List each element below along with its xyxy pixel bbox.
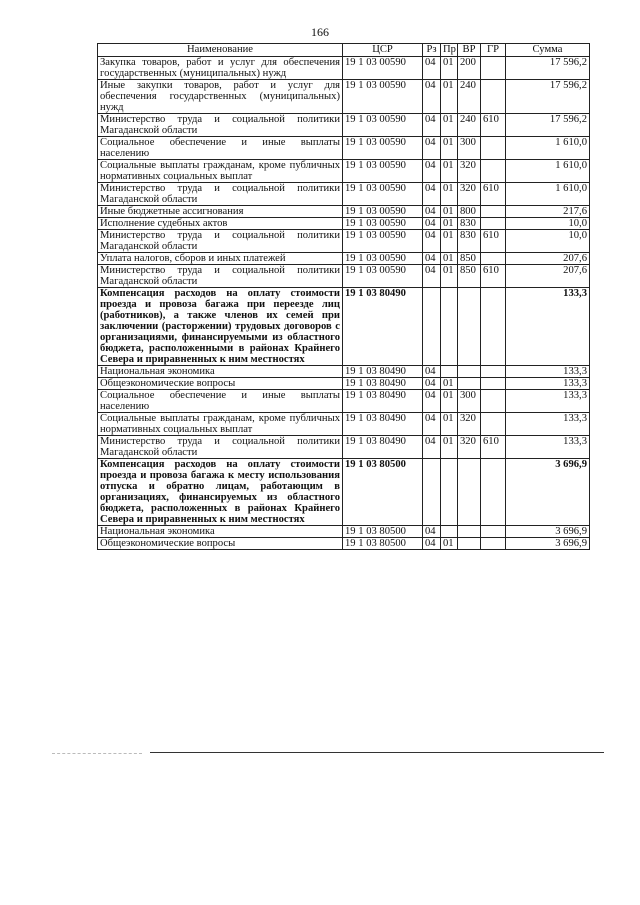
table-row	[98, 265, 590, 288]
header-rz: Рз	[423, 44, 441, 57]
cell-pr	[441, 288, 458, 366]
cell-sum: 133,3	[506, 366, 590, 378]
cell-rz	[423, 288, 441, 366]
cell-name: Министерство труда и социальной политики Магаданской области	[98, 114, 343, 137]
cell-csr: 19 1 03 00590	[343, 253, 423, 265]
table-row	[98, 413, 590, 436]
cell-vr: 830	[458, 218, 481, 230]
cell-name: Исполнение судебных актов	[98, 218, 343, 230]
cell-sum: 207,6	[506, 265, 590, 288]
cell-rz: 04	[423, 366, 441, 378]
cell-sum: 133,3	[506, 436, 590, 459]
cell-rz: 04	[423, 538, 441, 550]
cell-rz: 04	[423, 230, 441, 253]
cell-gr: 610	[481, 183, 506, 206]
cell-pr	[441, 526, 458, 538]
table-row	[98, 288, 590, 366]
cell-name: Иные бюджетные ассигнования	[98, 206, 343, 218]
cell-name: Компенсация расходов на оплату стоимости проезда и провоза багажа к месту использования отпуска и обратно лицам, работающим в организациях, финансируемых из областного бюджета, расположенных в районах Крайнего Севера и приравненных к ним местностях	[98, 459, 343, 526]
cell-name: Социальные выплаты гражданам, кроме публичных нормативных социальных выплат	[98, 413, 343, 436]
cell-sum: 3 696,9	[506, 459, 590, 526]
cell-sum: 3 696,9	[506, 526, 590, 538]
header-sum: Сумма	[506, 44, 590, 57]
cell-csr: 19 1 03 80490	[343, 366, 423, 378]
cell-vr	[458, 366, 481, 378]
table-row	[98, 526, 590, 538]
cell-vr: 300	[458, 137, 481, 160]
cell-rz: 04	[423, 378, 441, 390]
table-row	[98, 137, 590, 160]
cell-rz: 04	[423, 206, 441, 218]
cell-rz: 04	[423, 413, 441, 436]
cell-sum: 1 610,0	[506, 160, 590, 183]
cell-pr: 01	[441, 230, 458, 253]
cell-csr: 19 1 03 80490	[343, 413, 423, 436]
cell-csr: 19 1 03 00590	[343, 265, 423, 288]
cell-pr: 01	[441, 137, 458, 160]
cell-gr	[481, 459, 506, 526]
cell-gr	[481, 288, 506, 366]
cell-vr	[458, 538, 481, 550]
table-row	[98, 538, 590, 550]
cell-csr: 19 1 03 00590	[343, 230, 423, 253]
cell-csr: 19 1 03 00590	[343, 218, 423, 230]
cell-gr	[481, 57, 506, 80]
cell-pr: 01	[441, 80, 458, 114]
cell-pr: 01	[441, 390, 458, 413]
cell-gr	[481, 526, 506, 538]
cell-rz: 04	[423, 183, 441, 206]
cell-sum: 133,3	[506, 378, 590, 390]
cell-vr	[458, 526, 481, 538]
table-body	[98, 57, 590, 550]
cell-gr	[481, 206, 506, 218]
cell-pr	[441, 459, 458, 526]
header-gr: ГР	[481, 44, 506, 57]
table-row	[98, 218, 590, 230]
bottom-dash-line	[52, 753, 142, 754]
cell-name: Социальное обеспечение и иные выплаты населению	[98, 390, 343, 413]
cell-csr: 19 1 03 00590	[343, 183, 423, 206]
cell-sum: 1 610,0	[506, 137, 590, 160]
cell-sum: 10,0	[506, 218, 590, 230]
cell-sum: 133,3	[506, 288, 590, 366]
cell-vr: 240	[458, 114, 481, 137]
table-row	[98, 230, 590, 253]
cell-gr: 610	[481, 114, 506, 137]
cell-name: Министерство труда и социальной политики Магаданской области	[98, 436, 343, 459]
cell-vr: 850	[458, 265, 481, 288]
cell-gr: 610	[481, 230, 506, 253]
cell-sum: 207,6	[506, 253, 590, 265]
cell-sum: 17 596,2	[506, 57, 590, 80]
header-vr: ВР	[458, 44, 481, 57]
cell-pr: 01	[441, 265, 458, 288]
cell-vr: 800	[458, 206, 481, 218]
table-row	[98, 206, 590, 218]
cell-gr	[481, 218, 506, 230]
cell-name: Министерство труда и социальной политики Магаданской области	[98, 265, 343, 288]
table-row	[98, 253, 590, 265]
cell-pr: 01	[441, 436, 458, 459]
cell-vr	[458, 288, 481, 366]
cell-sum: 3 696,9	[506, 538, 590, 550]
cell-gr: 610	[481, 436, 506, 459]
cell-csr: 19 1 03 00590	[343, 80, 423, 114]
table-row	[98, 436, 590, 459]
cell-vr: 320	[458, 413, 481, 436]
bottom-rule	[150, 752, 604, 753]
cell-csr: 19 1 03 80490	[343, 378, 423, 390]
cell-vr: 300	[458, 390, 481, 413]
cell-pr: 01	[441, 114, 458, 137]
cell-rz: 04	[423, 526, 441, 538]
cell-rz: 04	[423, 80, 441, 114]
table-row	[98, 160, 590, 183]
cell-gr	[481, 80, 506, 114]
page-number: 166	[311, 25, 329, 39]
cell-name: Закупка товаров, работ и услуг для обеспечения государственных (муниципальных) нужд	[98, 57, 343, 80]
cell-pr: 01	[441, 378, 458, 390]
cell-vr: 240	[458, 80, 481, 114]
cell-name: Министерство труда и социальной политики Магаданской области	[98, 183, 343, 206]
cell-sum: 133,3	[506, 413, 590, 436]
cell-rz: 04	[423, 265, 441, 288]
cell-sum: 17 596,2	[506, 114, 590, 137]
cell-csr: 19 1 03 00590	[343, 160, 423, 183]
cell-csr: 19 1 03 00590	[343, 57, 423, 80]
cell-name: Компенсация расходов на оплату стоимости проезда и провоза багажа при переезде лиц (работников), а также членов их семей при заключении (расторжении) трудовых договоров с организациями, финансируемыми из областного бюджета, расположенными в районах Крайнего Севера и приравненных к ним местностях	[98, 288, 343, 366]
cell-sum: 1 610,0	[506, 183, 590, 206]
cell-pr: 01	[441, 183, 458, 206]
cell-gr: 610	[481, 265, 506, 288]
cell-vr: 320	[458, 160, 481, 183]
cell-gr	[481, 390, 506, 413]
cell-vr: 850	[458, 253, 481, 265]
header-name: Наименование	[98, 44, 343, 57]
budget-table	[97, 43, 590, 550]
cell-gr	[481, 366, 506, 378]
cell-rz: 04	[423, 137, 441, 160]
header-csr: ЦСР	[343, 44, 423, 57]
header-pr: Пр	[441, 44, 458, 57]
cell-rz: 04	[423, 390, 441, 413]
cell-name: Социальное обеспечение и иные выплаты населению	[98, 137, 343, 160]
cell-rz: 04	[423, 436, 441, 459]
cell-name: Общеэкономические вопросы	[98, 378, 343, 390]
table-row	[98, 378, 590, 390]
cell-gr	[481, 378, 506, 390]
cell-pr: 01	[441, 413, 458, 436]
cell-rz: 04	[423, 253, 441, 265]
table-row	[98, 366, 590, 378]
cell-vr: 320	[458, 183, 481, 206]
cell-gr	[481, 413, 506, 436]
cell-name: Иные закупки товаров, работ и услуг для обеспечения государственных (муниципальных) нужд	[98, 80, 343, 114]
cell-rz: 04	[423, 218, 441, 230]
cell-name: Уплата налогов, сборов и иных платежей	[98, 253, 343, 265]
cell-rz: 04	[423, 57, 441, 80]
cell-csr: 19 1 03 80500	[343, 459, 423, 526]
cell-csr: 19 1 03 00590	[343, 206, 423, 218]
cell-sum: 133,3	[506, 390, 590, 413]
table-row	[98, 459, 590, 526]
table-row	[98, 390, 590, 413]
cell-pr: 01	[441, 538, 458, 550]
cell-pr: 01	[441, 218, 458, 230]
cell-rz: 04	[423, 160, 441, 183]
table-row	[98, 114, 590, 137]
cell-csr: 19 1 03 80490	[343, 288, 423, 366]
cell-sum: 217,6	[506, 206, 590, 218]
cell-csr: 19 1 03 00590	[343, 114, 423, 137]
cell-vr: 320	[458, 436, 481, 459]
table-header-row	[98, 44, 590, 57]
cell-csr: 19 1 03 00590	[343, 137, 423, 160]
cell-csr: 19 1 03 80500	[343, 538, 423, 550]
cell-sum: 10,0	[506, 230, 590, 253]
cell-csr: 19 1 03 80500	[343, 526, 423, 538]
table-row	[98, 57, 590, 80]
cell-sum: 17 596,2	[506, 80, 590, 114]
cell-pr: 01	[441, 206, 458, 218]
cell-rz: 04	[423, 114, 441, 137]
cell-gr	[481, 160, 506, 183]
cell-pr: 01	[441, 253, 458, 265]
cell-gr	[481, 137, 506, 160]
cell-name: Национальная экономика	[98, 526, 343, 538]
cell-gr	[481, 253, 506, 265]
table-row	[98, 80, 590, 114]
cell-name: Министерство труда и социальной политики Магаданской области	[98, 230, 343, 253]
cell-pr: 01	[441, 57, 458, 80]
cell-csr: 19 1 03 80490	[343, 436, 423, 459]
cell-pr: 01	[441, 160, 458, 183]
cell-vr	[458, 459, 481, 526]
cell-rz	[423, 459, 441, 526]
table-row	[98, 183, 590, 206]
cell-vr: 200	[458, 57, 481, 80]
cell-name: Социальные выплаты гражданам, кроме публичных нормативных социальных выплат	[98, 160, 343, 183]
cell-csr: 19 1 03 80490	[343, 390, 423, 413]
cell-name: Общеэкономические вопросы	[98, 538, 343, 550]
cell-gr	[481, 538, 506, 550]
cell-pr	[441, 366, 458, 378]
cell-vr	[458, 378, 481, 390]
cell-vr: 830	[458, 230, 481, 253]
cell-name: Национальная экономика	[98, 366, 343, 378]
